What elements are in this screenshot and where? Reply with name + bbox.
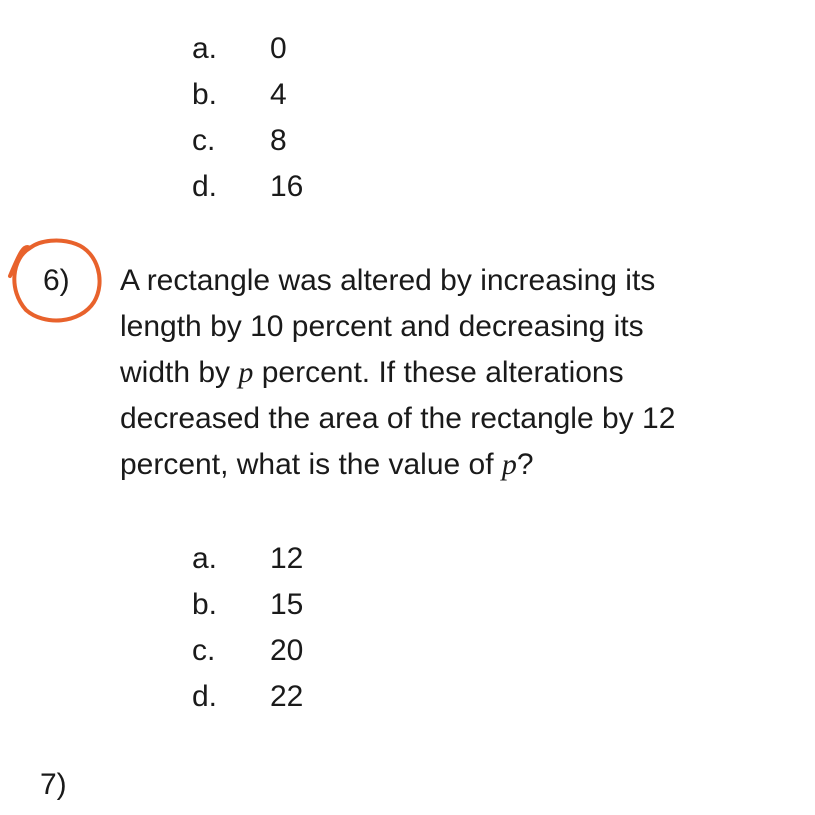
choice-value: 16 <box>270 170 304 203</box>
choice-letter: c. <box>192 124 216 157</box>
choice-value: 22 <box>270 680 304 713</box>
choice-d <box>192 674 303 720</box>
question-6-text <box>120 258 790 488</box>
question-text-line: decreased the area of the rectangle by 12 <box>120 402 676 435</box>
choice-b <box>192 72 303 118</box>
choice-value: 12 <box>270 542 304 575</box>
choice-letter: b. <box>192 78 218 111</box>
choice-letter: a. <box>192 32 218 65</box>
previous-question-choices <box>192 26 303 210</box>
choice-letter: a. <box>192 542 218 575</box>
question-text-line: percent, what is the value of p? <box>120 448 534 481</box>
question-7-number: 7) <box>40 768 67 801</box>
question-text-line: length by 10 percent and decreasing its <box>120 310 644 343</box>
choice-letter: d. <box>192 680 218 713</box>
question-text-line: width by p percent. If these alterations <box>120 356 624 389</box>
choice-a <box>192 536 303 582</box>
choice-letter: b. <box>192 588 218 621</box>
question-6-number: 6) <box>43 264 70 297</box>
choice-a <box>192 26 303 72</box>
choice-letter: d. <box>192 170 218 203</box>
choice-c <box>192 628 303 674</box>
choice-c <box>192 118 303 164</box>
choice-value: 20 <box>270 634 304 667</box>
choice-value: 15 <box>270 588 304 621</box>
choice-value: 8 <box>270 124 287 157</box>
choice-b <box>192 582 303 628</box>
question-text-line: A rectangle was altered by increasing its <box>120 264 656 297</box>
question-6-choices <box>192 536 303 720</box>
choice-value: 4 <box>270 78 287 111</box>
choice-d <box>192 164 303 210</box>
choice-value: 0 <box>270 32 287 65</box>
choice-letter: c. <box>192 634 216 667</box>
